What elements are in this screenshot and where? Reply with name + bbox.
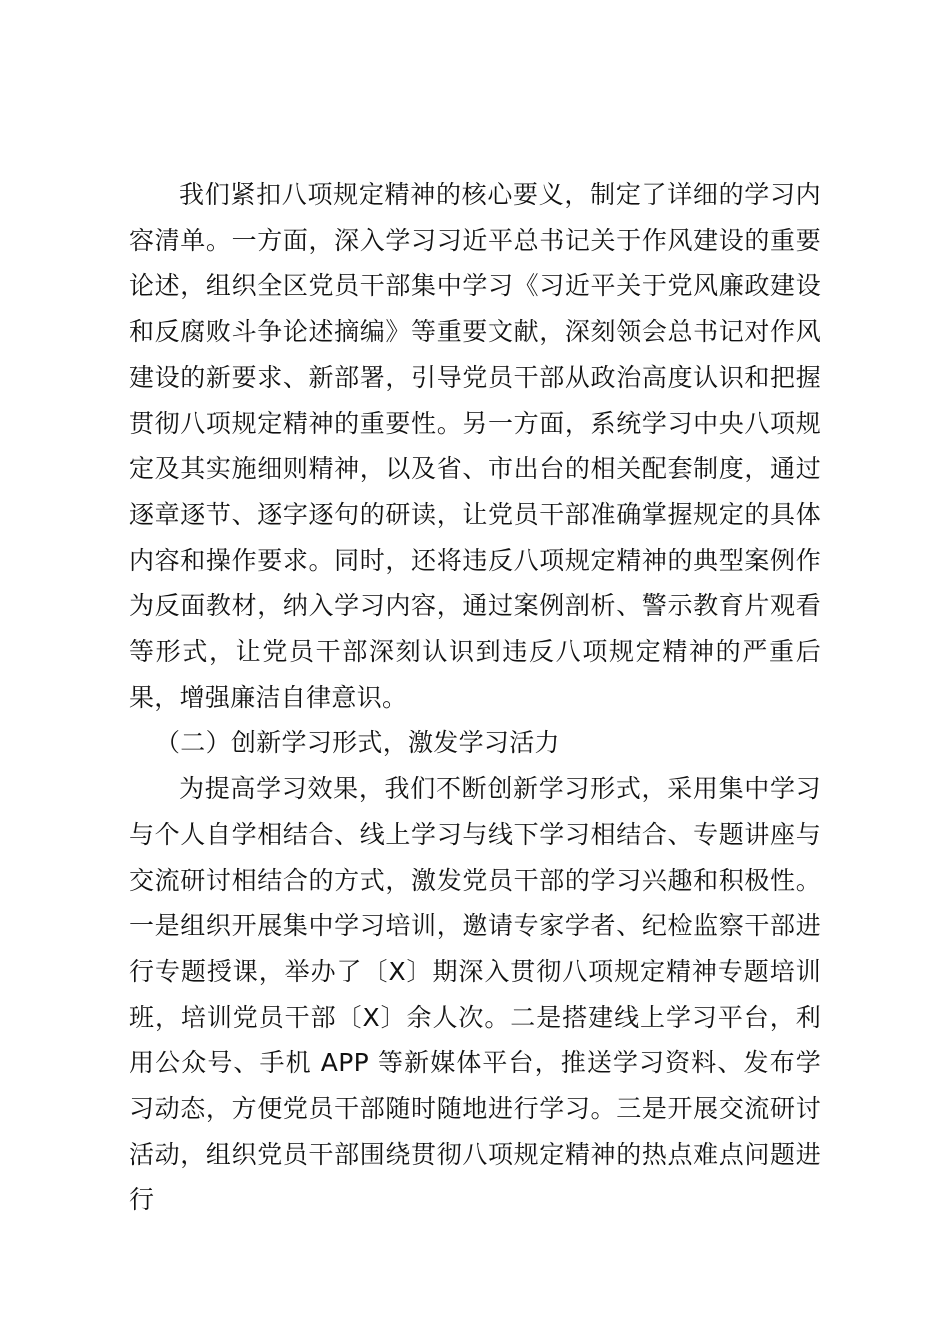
section-heading: （二）创新学习形式，激发学习活力	[155, 728, 560, 758]
body-paragraph: 为提高学习效果，我们不断创新学习形式，采用集中学习与个人自学相结合、线上学习与线下学习相结合、专题讲座与交流研讨相结合的方式，激发党员干部的学习兴趣和积极性。一是组织开展集中学习培训，邀请专家学者、纪检监察干部进行专题授课，举办了〔X〕期深入贯彻八项规定精神专题培训班，培训党员干部〔X〕余人次。二是搭建线上学习平台，利用公众号、手机 APP 等新媒体平台，推送学习资料、发布学习动态，方便党员干部随时随地进行学习。三是开展交流研讨活动，组织党员干部围绕贯彻八项规定精神的热点难点问题进行	[129, 774, 821, 1215]
document-body	[129, 172, 821, 1223]
body-paragraph: 我们紧扣八项规定精神的核心要义，制定了详细的学习内容清单。一方面，深入学习习近平总书记关于作风建设的重要论述，组织全区党员干部集中学习《习近平关于党风廉政建设和反腐败斗争论述摘编》等重要文献，深刻领会总书记对作风建设的新要求、新部署，引导党员干部从政治高度认识和把握贯彻八项规定精神的重要性。另一方面，系统学习中央八项规定及其实施细则精神，以及省、市出台的相关配套制度，通过逐章逐节、逐字逐句的研读，让党员干部准确掌握规定的具体内容和操作要求。同时，还将违反八项规定精神的典型案例作为反面教材，纳入学习内容，通过案例剖析、警示教育片观看等形式，让党员干部深刻认识到违反八项规定精神的严重后果，增强廉洁自律意识。	[129, 180, 821, 712]
